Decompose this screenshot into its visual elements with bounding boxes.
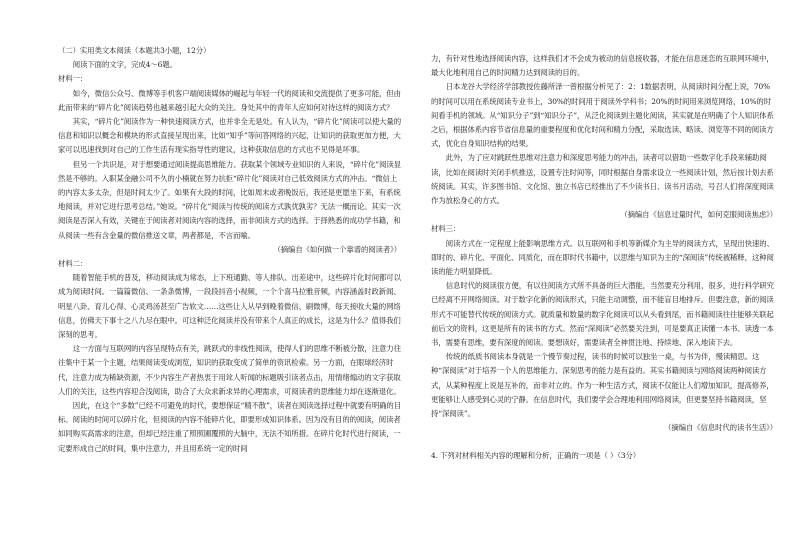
material-2-paragraph: 这一方面与互联网的内容呈现特点有关，跳跃式的非线性阅读，使得人们的思维不断被分散，注意力往往集中于某一个主题，结果阅读变成浏览，知识的获取变成了简单的资讯检索。另一方面，在眼球经济时代，注意力成为稀缺资源，不少内容生产者热衷于用耸人听闻的标题吸引读者点击，用情绪煽动的文字获取人们的关注，这些内容迎合浅阅读，助合了大众求新求异的心理需求，可阅读者的思维能力却在逐渐退化。 [58, 344, 401, 396]
material-1-heading: 材料一： [58, 74, 88, 84]
material-1-source: （摘编自《如何做一个靠谱的阅读者》） [273, 244, 401, 254]
material-2-heading: 材料二： [58, 259, 88, 269]
material-2-paragraph: 日本龙谷大学经济学部教授佐藤所泽一曾根据分析见了：2：1数据表明，从阅读时间分配上说，70%的时间可以用在系统阅读专业书上，30%的时间用于阅读外学科书；20%的时间用来浏览网络，10%的时间看手机的领域。从“知识分子”到“知识分子”，从泛化阅读到主题化阅读，其实就是在明确了个人知识体系之后，根据体系内容节省信息量的重要程度和优化时间和精力分配，采取选读、略读、浏览等不同的阅读方式，优化自身知识结构的结果。 [431, 82, 774, 149]
material-1-paragraph: 但另一个共识是，对于想要通过阅读提高思维能力、获取某个领域专业知识的人来说，“碎片化”阅读显然是不够的。入职某金融公司不久的小楠就在努力抗拒“碎片化”阅读对自己低效阅读方式的冲击。“微信上的内容太多太杂，但是时间太少了。如果有大段的时间，比如周末或者晚饭后，我还是更愿坐下来，有系统地阅读，并对它进行思考总结。”她说。“碎片化”阅读与传统的阅读方式孰优孰劣？无法一概而论。其实一次阅读是否深入有效，关键在于阅读者对阅读内容的选择，而非阅读方式的选择。于择熟悉的成功学书籍，和从阅读一些有含金量的微信推送文章，两者都是，不言而喻。 [58, 159, 401, 240]
material-2-paragraph: 此外，为了应对跳跃性思维对注意力和深度思考能力的冲击，读者可以借助一些数字化手段来辅助阅读，比如在阅读时关闭手机推送，设置专注时间等，同时根据自身需求设立一些阅读计划，然后按计划去系统阅读。其实，许多图书馆、文化馆、独立书店已经推出了不少读书日、读书月活动，号召人们将深度阅读作为放松身心的方式。 [431, 153, 774, 206]
material-2-paragraph-continued: 力，有针对性地选择阅读内容，这样我们才不会成为被动的信息接收器，才能在信息迷恋的互联网环境中，最大化地利用自己的时间精力达到阅读的目的。 [431, 54, 774, 78]
material-1-paragraph: 如今，微信公众号、微博等手机客户端阅读媒体的崛起与年轻一代的阅读和交流提供了更多可能，但由此而带来的“碎片化”阅读趋势也越来越引起大众的关注。身处其中的青年人应如何对待这样的阅读方式？ [58, 88, 401, 112]
material-3-source: （摘编自《信息时代的读书生活》） [664, 423, 777, 433]
material-2-paragraph: 随着智能手机的普及，移动阅读成为常态，上下班通勤、等人排队、出差途中，这些碎片化时间都可以成为阅读时间。一篇篇微信、一条条微博，一段段抖音小视频，一个个喜马拉雅音频，内容涵盖时政新闻、明星八卦、育儿心得、心灵鸡汤甚至广告软文……这些让人从早到晚着微信、刷微博，每天接收大量的网络信息，仿佛天下事十之八九尽在眼中。可这种泛化阅读并没有带来个人真正的成长，这是为什么？值得我们深刻的思考。 [58, 273, 401, 340]
material-3-paragraph: 阅读方式在一定程度上能影响思维方式。以互联网和手机等新媒介为主导的阅读方式，呈现出快速的、即时的、碎片化、平面化、同质化，而在即时代书籍中，以思维与知识为主的“深阅读”传统被稀释，这种阅读的能力明显降低。 [431, 238, 774, 277]
material-3-heading: 材料三： [431, 224, 461, 234]
instruction: 阅读下面的文字，完成4～6题。 [72, 60, 177, 70]
left-column [58, 44, 401, 456]
material-2-source: （摘编自《信息过量时代，如何克服阅读焦虑》） [620, 210, 777, 220]
material-2-paragraph: 因此，在这个“多数”已经不可避免的时代，要想保证“精不散”，读者在阅读选择过程中就要有明确的目标。阅读的时间可以碎片化，但阅读的内容不能碎片化，即要形成知识体系。因为没有目的的阅读，阅读者如同购买高需求的注意，但却已经注重了照照圃覆照的大脑中，无法不知所措。在碎片化时代进行阅读，一定要形成自己的时间，集中注意力，并且用系统一定的时间 [58, 401, 402, 453]
right-column [431, 52, 777, 464]
section-title: （二）实用类文本阅读（本题共3小题，12分） [58, 46, 211, 55]
material-3-paragraph: 传统的纸质书阅读本身就是一个慢节奏过程，读书的时候可以独坐一桌，与书为伴，慢读精思。这种“深阅读”对于培养一个人的思维能力、深刻思考的能力是有益的。其实书籍阅读与网络阅读两种阅读方式，从某种程度上说是互补的，而非对立的。作为一种生活方式，阅读不仅能让人们增加知识，提高修养，更能够让人感受到心灵的宁静。在信息时代，我们要学会合理地利用网络阅读，但更要坚持书籍阅读，坚持“深阅读”。 [431, 352, 774, 419]
material-1-paragraph: 其实，“碎片化”阅读作为一种快速阅读方式，也并非全无是处。有人认为，“碎片化”阅读可以使大量的信息和知识以概念和模块的形式直接呈现出来，比如“知乎”等问答网络的兴起，让知识的获取更加方便，大家可以迅速找到对自己的工作生活有现实指导性的建议，这种获取信息的方式也不见得是坏事。 [58, 117, 402, 155]
question-4: 4. 下列对材料相关内容的理解和分析，正确的一项是（ ）（3分） [431, 451, 641, 461]
material-3-paragraph: 信息时代的阅读很方便，有以往阅读方式所不具备的巨大潜能，当然要充分利用，很多，进行科学研究已经离不开网络阅读。对于数字化新的阅读形式，只能主动调整，而不能盲目地排斥。但要注意，新的阅读形式不可能替代传统的阅读方式。就质量和数量的数字化阅读可以从头看到尾，而书籍阅读往往能够关联起前后文的资料，这更是所有的读书的方式。然而“深阅读”必然要关注到，可是要真正读懂一本书、读透一本书，需要有思维，要有深度的阅读。要想读好，需要读者全神贯注地、持续地、深入地读下去。 [431, 281, 774, 348]
